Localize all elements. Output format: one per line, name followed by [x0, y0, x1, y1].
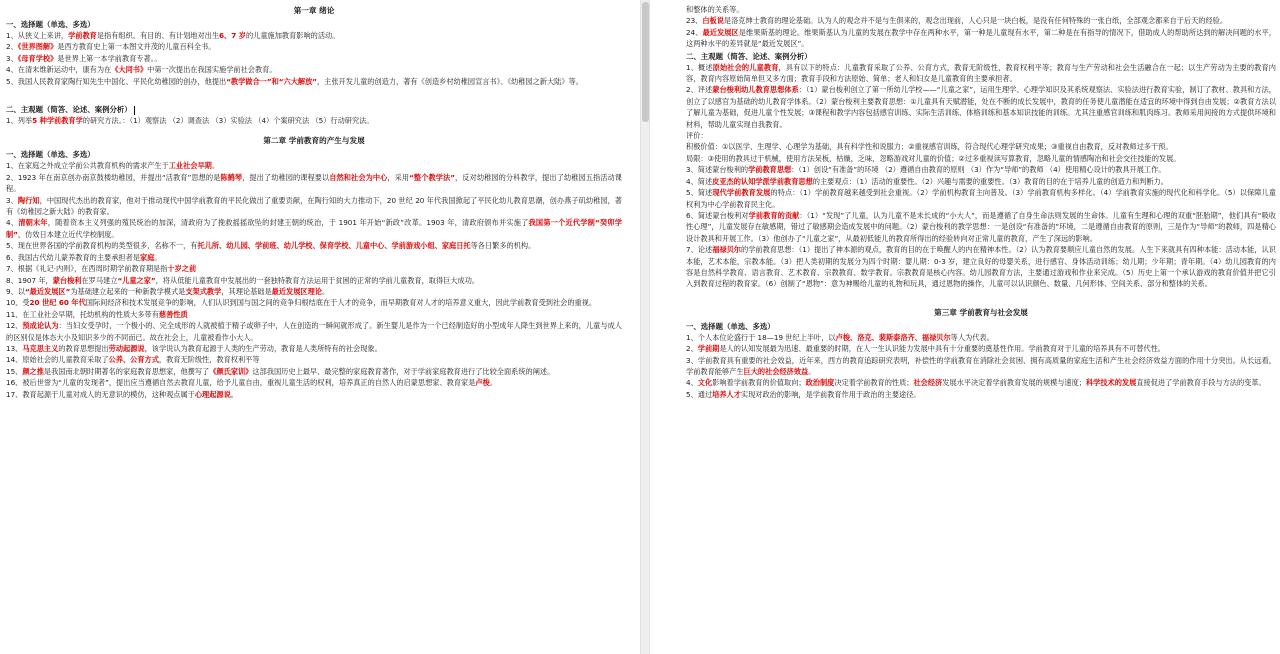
highlighted-term: 《大同书》 — [111, 65, 148, 75]
highlighted-term: 慈善性质 — [158, 309, 188, 319]
chapter-1-title: 第一章 绪论 — [293, 6, 335, 15]
paragraph — [686, 332, 1276, 343]
paragraph — [6, 320, 622, 343]
text-run: 在罗马建立 — [81, 275, 118, 285]
text-run: 1、从狭义上来讲， — [6, 31, 69, 40]
text-run: 等人为代表。 — [950, 332, 994, 342]
chapter-3-title: 第三章 学前教育与社会发展 — [934, 307, 1028, 317]
text-run: ：（1）“发现”了儿童，认为儿童不是未长成的“小大人”，而是遵循了自身生命法则发展的生命体。儿童有生理和心理的双重“胚胎期”，他们具有“吸收性心理”，儿童发展存在敏感期，错过了敏感期会造成发展中的问题。（2）蒙台梭利的教学思想：一是创设“有准备的”环境，二是遵循自由教育的原则，三是作为“导师”的教师，四是精心设计教具和开展工作。（3）他创办了“儿童之家”，从最初低能儿的教育所得出的经验转向对正常儿童的教育，产生了深远的影响。 — [686, 210, 1276, 243]
text-run: ，教育无阶级性，教育权利平等 — [158, 355, 260, 365]
text-run: ，采用 — [387, 172, 410, 182]
text-run: 5、简述 — [686, 188, 713, 198]
text-run: 是维果斯基的理论。维果斯基认为儿童的发展在教学中存在两种水平，第一种是儿童现有水平，第二种是在有指导的情况下，借助成人的帮助所达到的解决问题的水平，这两种水平的差异就是“最近发展区”。 — [686, 27, 1276, 49]
text-run: 实现对政治的影响，是学前教育作用于政治的主要途径。 — [740, 389, 921, 399]
text-run: 。 — [211, 161, 220, 171]
paragraph — [6, 30, 622, 41]
text-run: 是世界上第一本学前教育专著。。 — [57, 53, 162, 63]
text-run: 的研究方法。：（1）观察法 （2）调查法 （3）实验法 （4）个案研究法 （5）行动研究法。 — [82, 116, 374, 126]
text-run: ，将从低能儿童教育中发展出的一套独特教育方法运用于贫困的正常的学前儿童教育，取得巨大成功。 — [155, 275, 480, 285]
text-run: 12、 — [6, 321, 23, 331]
text-run: 是指有组织、有目的、有计划地对出生 — [96, 31, 220, 40]
text-run: 4、 — [6, 218, 19, 228]
text-run: 是人的认知发展最为迅速、最重要的时期，在人一生认识能力发展中具有十分重要的奠基性作用。学前教育对于儿童的培养具有不可替代性。 — [719, 344, 1165, 354]
chapter-3-choice-list — [686, 332, 1276, 400]
paragraph — [686, 187, 1276, 210]
chapter-1-subjective-list — [6, 115, 622, 126]
highlighted-term: 现代学前教育发展 — [712, 188, 771, 198]
text-run: 2、 — [686, 344, 698, 354]
text-run: 16、被后世誉为“儿童的发现者”，提出应当遵循自然去教育儿童，给予儿童自由，重视儿童生活的权利，培养真正的自然人的启蒙思想家、教育家是 — [6, 378, 476, 388]
highlighted-term: 最近发展区理论 — [271, 286, 322, 296]
highlighted-term: 心理起源说 — [194, 389, 231, 399]
highlighted-term: 家庭 — [139, 252, 155, 262]
text-run: 11、在工业社会早期，托幼机构的性质大多带有 — [6, 309, 159, 319]
page-gutter — [628, 0, 676, 654]
highlighted-term: “最近发展区” — [24, 286, 71, 296]
paragraph — [6, 286, 622, 297]
paragraph — [6, 76, 622, 87]
highlighted-term: 《颜氏家训》 — [209, 366, 253, 376]
highlighted-term: 学前教育的贡献 — [748, 210, 800, 220]
text-run: 这部我国历史上最早、最完整的家庭教育著作，对于学前家庭教育进行了比较全面系统的阐述。 — [252, 366, 555, 376]
highlighted-term: “整个教学法” — [409, 172, 455, 182]
chapter-2-choice-list — [6, 160, 622, 400]
text-run: ，其理论基础是 — [221, 286, 272, 296]
text-run: 1、在家庭之外成立学前公共教育机构的需求产生于 — [6, 161, 169, 171]
text-run: 。 — [808, 366, 816, 376]
text-cursor — [134, 106, 135, 115]
scrollbar-thumb[interactable] — [642, 2, 649, 122]
text-run: ：（1）蒙台梭利创立了第一所幼儿学校——“儿童之家”，运用生理学、心理学知识及其系统观察法、实验法进行教育实验，制订了教材、教具和方法，创立了以感官为基础的幼儿教育学体系。（2）蒙台梭利主要教育思想：①儿童具有天赋潜能，处在不断的成长发展中，教育的任务使儿童潜能在适宜的环境中得到自由发展；②教育方法以了解儿童为基础，促进儿童个性发展；③课程和教学内容包括感官训练、实际生活训练、体格训练和基本知识技能的训练。尤其注重感官训练和肌肉练习。教师采用间接的方式提供环境和材料，帮助儿童实现自我教育。 — [686, 85, 1276, 129]
paragraph — [6, 354, 622, 365]
text-run: 4、简述 — [686, 176, 713, 186]
text-run: 1、概述 — [686, 62, 713, 72]
paragraph — [686, 244, 1276, 290]
text-run: 8、1907 年， — [6, 275, 53, 285]
paragraph — [686, 389, 1276, 400]
text-run: ：当妇女受孕时，一个极小的、完全成形的人就被植于精子或卵子中，人在创造的一瞬间就形成了。新生婴儿是作为一个已经制造好的小型成年人降生到世界上来的，儿童与成人的区别仅是体态大小及知识多少的不同而已。故在社会上，儿童被看作小大人。 — [6, 321, 622, 342]
paragraph — [686, 141, 1276, 152]
highlighted-term: 皮亚杰的认知学派学前教育思想 — [712, 176, 813, 186]
text-run: ，仿效日本建立近代学校制度。 — [17, 229, 119, 239]
paragraph — [6, 309, 622, 320]
text-run: 3、 — [6, 53, 18, 63]
highlighted-term: 清朝末年 — [18, 218, 48, 228]
paragraph — [6, 297, 622, 308]
text-run: ，反对幼稚园的分科教学，提出了幼稚园五指活动课程。 — [6, 172, 622, 194]
highlighted-term: 学前期 — [697, 344, 720, 354]
text-run: 6、我国古代幼儿蒙养教育的主要承担者是 — [6, 252, 140, 262]
highlighted-term: 6、7 岁 — [219, 31, 246, 40]
paragraph — [686, 377, 1276, 388]
highlighted-term: 支架式教学 — [185, 286, 222, 296]
chapter-3-choice-heading: 一、选择题（单选、多选） — [686, 321, 775, 331]
highlighted-term: 白板说 — [702, 16, 724, 26]
chapter-2-choice-heading: 一、选择题（单选、多选） — [6, 150, 95, 160]
document-page-left — [0, 0, 628, 654]
paragraph — [686, 355, 1276, 378]
text-run: 的学前教育思想：（1）提出了神本源的观点，教育的目的在于唤醒人的内在精神本性。（2）认为教育要顺应儿童自然的发展。人生下来就具有四种本能：活动本能，认识本能，艺术本能，宗教本能。（3）把人类初期的发展分为四个时期：婴儿期：0-3 岁，建立良好的母婴关系，进行感官、身体活动训练；幼儿期；少年期；青年期。（4）幼儿园教育的内容是自然科学教育、语言教育、艺术教育、宗教教育、数学教育。宗教教育是核心内容。幼儿园教育方法，主要通过游戏和作业来完成。（5）历史上第一个承认游戏的教育价值并把它引入到教育过程的教育家。（6）创制了“恩物”：意为神赐给儿童的礼物和玩具，通过恩物的操作，儿童可以认识颜色、数量、几何形体、空间关系、部分和整体的关系。 — [686, 245, 1276, 289]
highlighted-term: “儿童之家” — [117, 275, 156, 285]
paragraph — [686, 4, 1276, 15]
text-run: 直接促进了学前教育手段与方法的变革。 — [1136, 378, 1266, 388]
text-run: 3、 — [6, 195, 18, 205]
text-run: 14、原始社会的儿童教育采取了 — [6, 355, 109, 365]
text-run: 等各日繁多的机构。 — [470, 241, 536, 251]
text-run: 的特点：（1）学前教育越来越受到社会重视。（2）学前机构教育主向普及。（3）学前教育机构多样化。（4）学前教育实施的现代化和科学化。（5）以保障儿童权利为中心学前教育民主化。 — [686, 188, 1276, 209]
text-run: 的儿童施加教育影响的活动。 — [245, 31, 340, 40]
highlighted-term: 原始社会的儿童教育 — [712, 62, 779, 72]
text-run: 7、论述 — [686, 245, 713, 255]
text-run: 23、 — [686, 16, 703, 26]
chapter-2-title: 第二章 学前教育的产生与发展 — [263, 136, 365, 146]
highlighted-term: 陶行知 — [17, 195, 40, 205]
highlighted-term: 马克思主义 — [22, 343, 59, 353]
paragraph — [6, 172, 622, 195]
text-run: 积极价值：①以医学、生理学、心理学为基础，具有科学性和说服力；②重视感官训练，符合现代心理学研究成果；③重视自由教育，反对教师过多干预。 — [686, 142, 1173, 152]
highlighted-term: 学前教育 — [68, 31, 97, 40]
paragraph — [686, 343, 1276, 354]
highlighted-term: 陈鹤琴 — [220, 172, 243, 182]
highlighted-term: 学前教育思想 — [748, 165, 792, 175]
text-run: 2、 — [6, 42, 18, 52]
text-run: ，提出了幼稚园的课程要以 — [242, 172, 330, 182]
paragraph — [6, 217, 622, 240]
chapter-1-choice-list — [6, 30, 622, 87]
highlighted-term: 蒙台梭利 — [52, 275, 82, 285]
document-page-right — [676, 0, 1280, 654]
text-run: 6、简述蒙台梭利对 — [686, 210, 749, 220]
paragraph — [6, 53, 622, 64]
text-run: 10、受 — [6, 298, 30, 308]
highlighted-term: 蒙台梭利幼儿教育思想体系 — [712, 85, 799, 95]
text-run: 是洛克绅士教育的理论基础。认为人的观念并不是与生俱来的，观念出现前，人心只是一块白板，是没有任何特殊的一张白纸，全部观念都来自于后天的经验。 — [723, 16, 1228, 26]
text-run: 决定着学前教育的性质； — [834, 378, 914, 388]
text-run: ，中国现代杰出的教育家，他对于推动现代中国学前教育的平民化做出了重要贡献，在陶行知的大力推动下，20 世纪 20 年代我国掀起了平民化幼儿教育思潮，创办燕子矶幼稚园，著有《幼稚园之新大陆》的教育家。 — [6, 195, 622, 217]
text-run: 影响着学前教育的价值取向； — [712, 378, 806, 388]
paragraph — [6, 366, 622, 377]
paragraph — [686, 27, 1276, 50]
paragraph — [6, 275, 622, 286]
text-run: 中第一次提出在我国实施学前社会教育。 — [147, 65, 277, 75]
text-run: 的主要观点：（1）活动的重要性。（2）兴趣与需要的重要性。（3）教育的目的在于培养儿童的创造力和判断力。 — [812, 176, 1168, 186]
text-run: ，该学说认为教育起源于人类的生产劳动，教育是人类所特有的社会现象。 — [144, 343, 382, 353]
text-run: 24、 — [686, 27, 703, 37]
paragraph — [686, 210, 1276, 244]
text-run: 发展水平决定着学前教育发展的规模与速度； — [942, 378, 1086, 388]
text-run: 9、以 — [6, 286, 25, 296]
highlighted-term: 福禄贝尔 — [712, 245, 742, 255]
text-run: 的教育思想提出 — [58, 343, 109, 353]
text-run: 4、在清末维新运动中，康有为在 — [6, 65, 112, 75]
vertical-scrollbar[interactable] — [640, 0, 650, 654]
text-run: 。 — [230, 389, 238, 399]
text-run: 为基础建立起来的一种新教学模式是 — [70, 286, 186, 296]
text-run: 2、1923 年在南京创办南京鼓楼幼稚园，并提出“活教育”思想的是 — [6, 172, 221, 182]
text-run: 17、教育起源于儿童对成人的无意识的模仿，这种观点属于 — [6, 389, 195, 399]
highlighted-term: “教学做合一”和“六大解放” — [226, 76, 317, 86]
highlighted-term: 最近发展区 — [702, 27, 739, 37]
text-run: 1、个人本位论盛行于 18—19 世纪上半叶，以 — [686, 332, 836, 342]
text-run: 5、通过 — [686, 389, 713, 399]
text-run: 评价： — [686, 131, 708, 141]
paragraph — [6, 263, 622, 274]
paragraph — [686, 62, 1276, 85]
highlighted-term: 《母育学校》 — [17, 53, 58, 63]
chapter-1-subjective-heading: 二、主观题（简答、论述、案例分析） — [6, 104, 622, 115]
highlighted-term: 卢梭 — [475, 378, 490, 388]
highlighted-term: 政治制度 — [805, 378, 835, 388]
highlighted-term: 巨大的社会经济效益 — [743, 366, 809, 376]
text-run: 13、 — [6, 343, 23, 353]
text-run: 5、现在世界各国的学前教育机构的类型很多，名称不一，有 — [6, 241, 198, 251]
text-run: 3、学前教育具有重要的社会效益，近年来，西方的教育追踪研究表明，补偿性的学前教育在消除社会贫困、拥有高质量的家庭生活和产生社会经济效益方面的作用十分突出。从长远看，学前教育能够产生 — [686, 355, 1276, 376]
highlighted-term: 预成论认为 — [22, 321, 59, 331]
highlighted-term: 十岁之前 — [167, 264, 197, 274]
text-run: 5、我国人民教育家陶行知先生中国化、平民化幼稚园的创办，他提出 — [6, 76, 227, 86]
highlighted-term: 20 世纪 60 年代 — [29, 298, 86, 308]
paragraph — [6, 64, 622, 75]
highlighted-term: 公养、公育方式 — [108, 355, 159, 365]
highlighted-term: 劳动起源说 — [108, 343, 145, 353]
chapter-2-subjective-list — [686, 62, 1276, 290]
highlighted-term: 托儿所、幼儿园、学前班、幼儿学校、保育学校、儿童中心、学前游戏小组、家庭日托 — [197, 241, 471, 251]
paragraph — [6, 252, 622, 263]
text-run: 1、列举 — [6, 116, 33, 126]
text-run: 2、评述 — [686, 85, 713, 95]
paragraph — [6, 240, 622, 251]
paragraph — [6, 115, 622, 126]
highlighted-term: 颜之推 — [22, 366, 44, 376]
highlighted-term: 5 种学前教育学 — [32, 116, 83, 126]
paragraph — [6, 195, 622, 218]
text-run: 4、 — [686, 378, 698, 388]
paragraph — [6, 343, 622, 354]
highlighted-term: 科学技术的发展 — [1085, 378, 1137, 388]
text-run: ，随着资本主义列强的殖民统治的加深，清政府为了挽救摇摇欲坠的封建王朝的统治，于 1901 年开始“新政”改革。1903 年，清政府颁布并实施了 — [47, 218, 529, 228]
highlighted-term: 社会经济 — [913, 378, 943, 388]
highlighted-term: 我国第一个近代学制“癸卯学制” — [6, 218, 622, 239]
paragraph — [686, 84, 1276, 130]
paragraph — [6, 377, 622, 388]
highlighted-term: 自然和社会为中心 — [329, 172, 388, 182]
text-run: 局限：③使用的教具过于机械，使用方法呆板，枯燥，乏味，忽略游戏对儿童的价值；②过多重视读写算教育，忽略儿童的情感陶冶和社会交往技能的发展。 — [686, 153, 1181, 163]
text-run: 国际间经济和技术发展竞争的影响，人们认识到国与国之间的竞争归根结底在于人才的竞争，而早期教育对人才的培养意义重大，因此学前教育受到社会的重视。 — [85, 298, 597, 308]
paragraph — [6, 41, 622, 52]
highlighted-term: 工业社会早期 — [168, 161, 212, 171]
text-run: ：（1）创设“有准备”的环境 （2）遵循自由教育的原则 （3）作为“导师”的教师 （4）使用精心设计的教具开展工作。 — [791, 165, 1166, 175]
chapter-1-choice-heading: 一、选择题（单选、多选） — [6, 20, 95, 29]
highlighted-term: 文化 — [697, 378, 713, 388]
paragraph — [6, 389, 622, 400]
text-run: 和整体的关系等。 — [686, 5, 744, 14]
highlighted-term: 培养人才 — [712, 389, 741, 399]
text-run: 3、简述蒙台梭利的 — [686, 165, 749, 175]
text-run: 。 — [489, 378, 498, 388]
text-run: 是西方教育史上第一本图文并茂的儿童百科全书。 — [57, 42, 216, 52]
text-run: 。 — [154, 252, 162, 262]
text-run: ，主张开发儿童的创造力，著有《创造乡村幼稚园宣言书》、《幼稚园之新大陆》等。 — [316, 76, 583, 86]
text-run: 是我国南北朝时期著名的家庭教育思想家，他撰写了 — [43, 366, 210, 376]
highlighted-term: 《世界图解》 — [17, 42, 58, 52]
text-run: ，具有以下的特点：儿童教育采取了公养、公育方式，教育无阶级性，教育权利平等；教育与生产劳动和社会生活融合在一起；以生产劳动为主要的教育内容，教育内容原始简单但又多方面；教育手段和方法原始、简单；老人和妇女是儿童教育的主要承担者。 — [686, 62, 1276, 84]
chapter-2-subjective-heading: 二、主观题（简答、论述、案例分析） — [686, 51, 812, 61]
text-run: 7、根据《礼记·内则》，在西周时期学前教育期是指 — [6, 264, 168, 274]
paragraph — [6, 160, 622, 171]
paragraph — [686, 176, 1276, 187]
text-run: 。 — [321, 286, 330, 296]
paragraph — [686, 130, 1276, 141]
paragraph — [686, 15, 1276, 26]
text-run: 15、 — [6, 366, 23, 376]
paragraph — [686, 164, 1276, 175]
highlighted-term: 卢梭、洛克、裴斯泰洛齐、福禄贝尔 — [835, 332, 951, 342]
paragraph — [686, 153, 1276, 164]
continued-choice-list — [686, 4, 1276, 50]
